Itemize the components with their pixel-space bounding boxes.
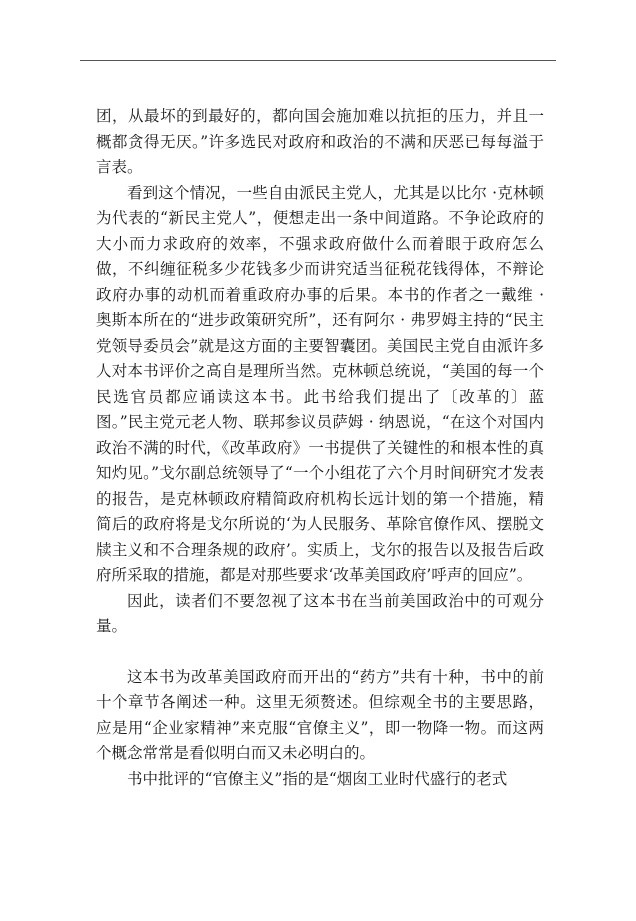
paragraph-bureaucracy: 书中批评的“官僚主义”指的是“烟囱工业时代盛行的老式: [127, 769, 508, 788]
page-body: [96, 104, 544, 792]
paragraph-conclusion: 因此，读者们不要忽视了这本书在当前美国政治中的可观分量。: [96, 591, 544, 635]
section-gap: [96, 640, 544, 665]
header-rule: [80, 60, 556, 61]
paragraph-continuation: 团，从最坏的到最好的，都向国会施加难以抗拒的压力，并且一概都贪得无厌。”许多选民对政府和政治的不满和厌恶已每每溢于言表。: [96, 107, 544, 176]
paragraph-new-democrats: 看到这个情况，一些自由派民主党人，尤其是以比尔 ·克林顿为代表的“新民主党人”，便想走出一条中间道路。不争论政府的大小而力求政府的效率，不强求政府做什么而着眼于政府怎么做，不纠缠征税多少花钱多少而讲究适当征税花钱得体，不辩论政府办事的动机而着重政府办事的后果。本书的作者之一戴维 · 奥斯本所在的“进步政策研究所”，还有阿尔 · 弗罗姆主持的“民主党领导委员会”就是这方面的主要智囊团。美国民主党自由派许多人对本书评价之高自是理所当然。克林顿总统说，“美国的每一个民选官员都应诵读这本书。此书给我们提出了〔改革的〕蓝图。”民主党元老人物、联邦参议员萨姆 · 纳恩说，“在这个对国内政治不满的时代，《改革政府》一书提供了关键性的和根本性的真知灼见。”戈尔副总统领导了“一个小组花了六个月时间研究才发表的报告，是克林顿政府精简政府机构长远计划的第一个措施，精简后的政府将是戈尔所说的‘为人民服务、革除官僚作风、摆脱文牍主义和不合理条规的政府’。实质上，戈尔的报告以及报告后政府所采取的措施，都是对那些要求‘改革美国政府’呼声的回应”。: [96, 183, 544, 584]
paragraph-prescriptions: 这本书为改革美国政府而开出的“药方”共有十种，书中的前十个章节各阐述一种。这里无须赘述。但综观全书的主要思路，应是用“企业家精神”来克服“官僚主义”，即一物降一物。而这两个概念常常是看似明白而又未必明白的。: [96, 667, 544, 762]
